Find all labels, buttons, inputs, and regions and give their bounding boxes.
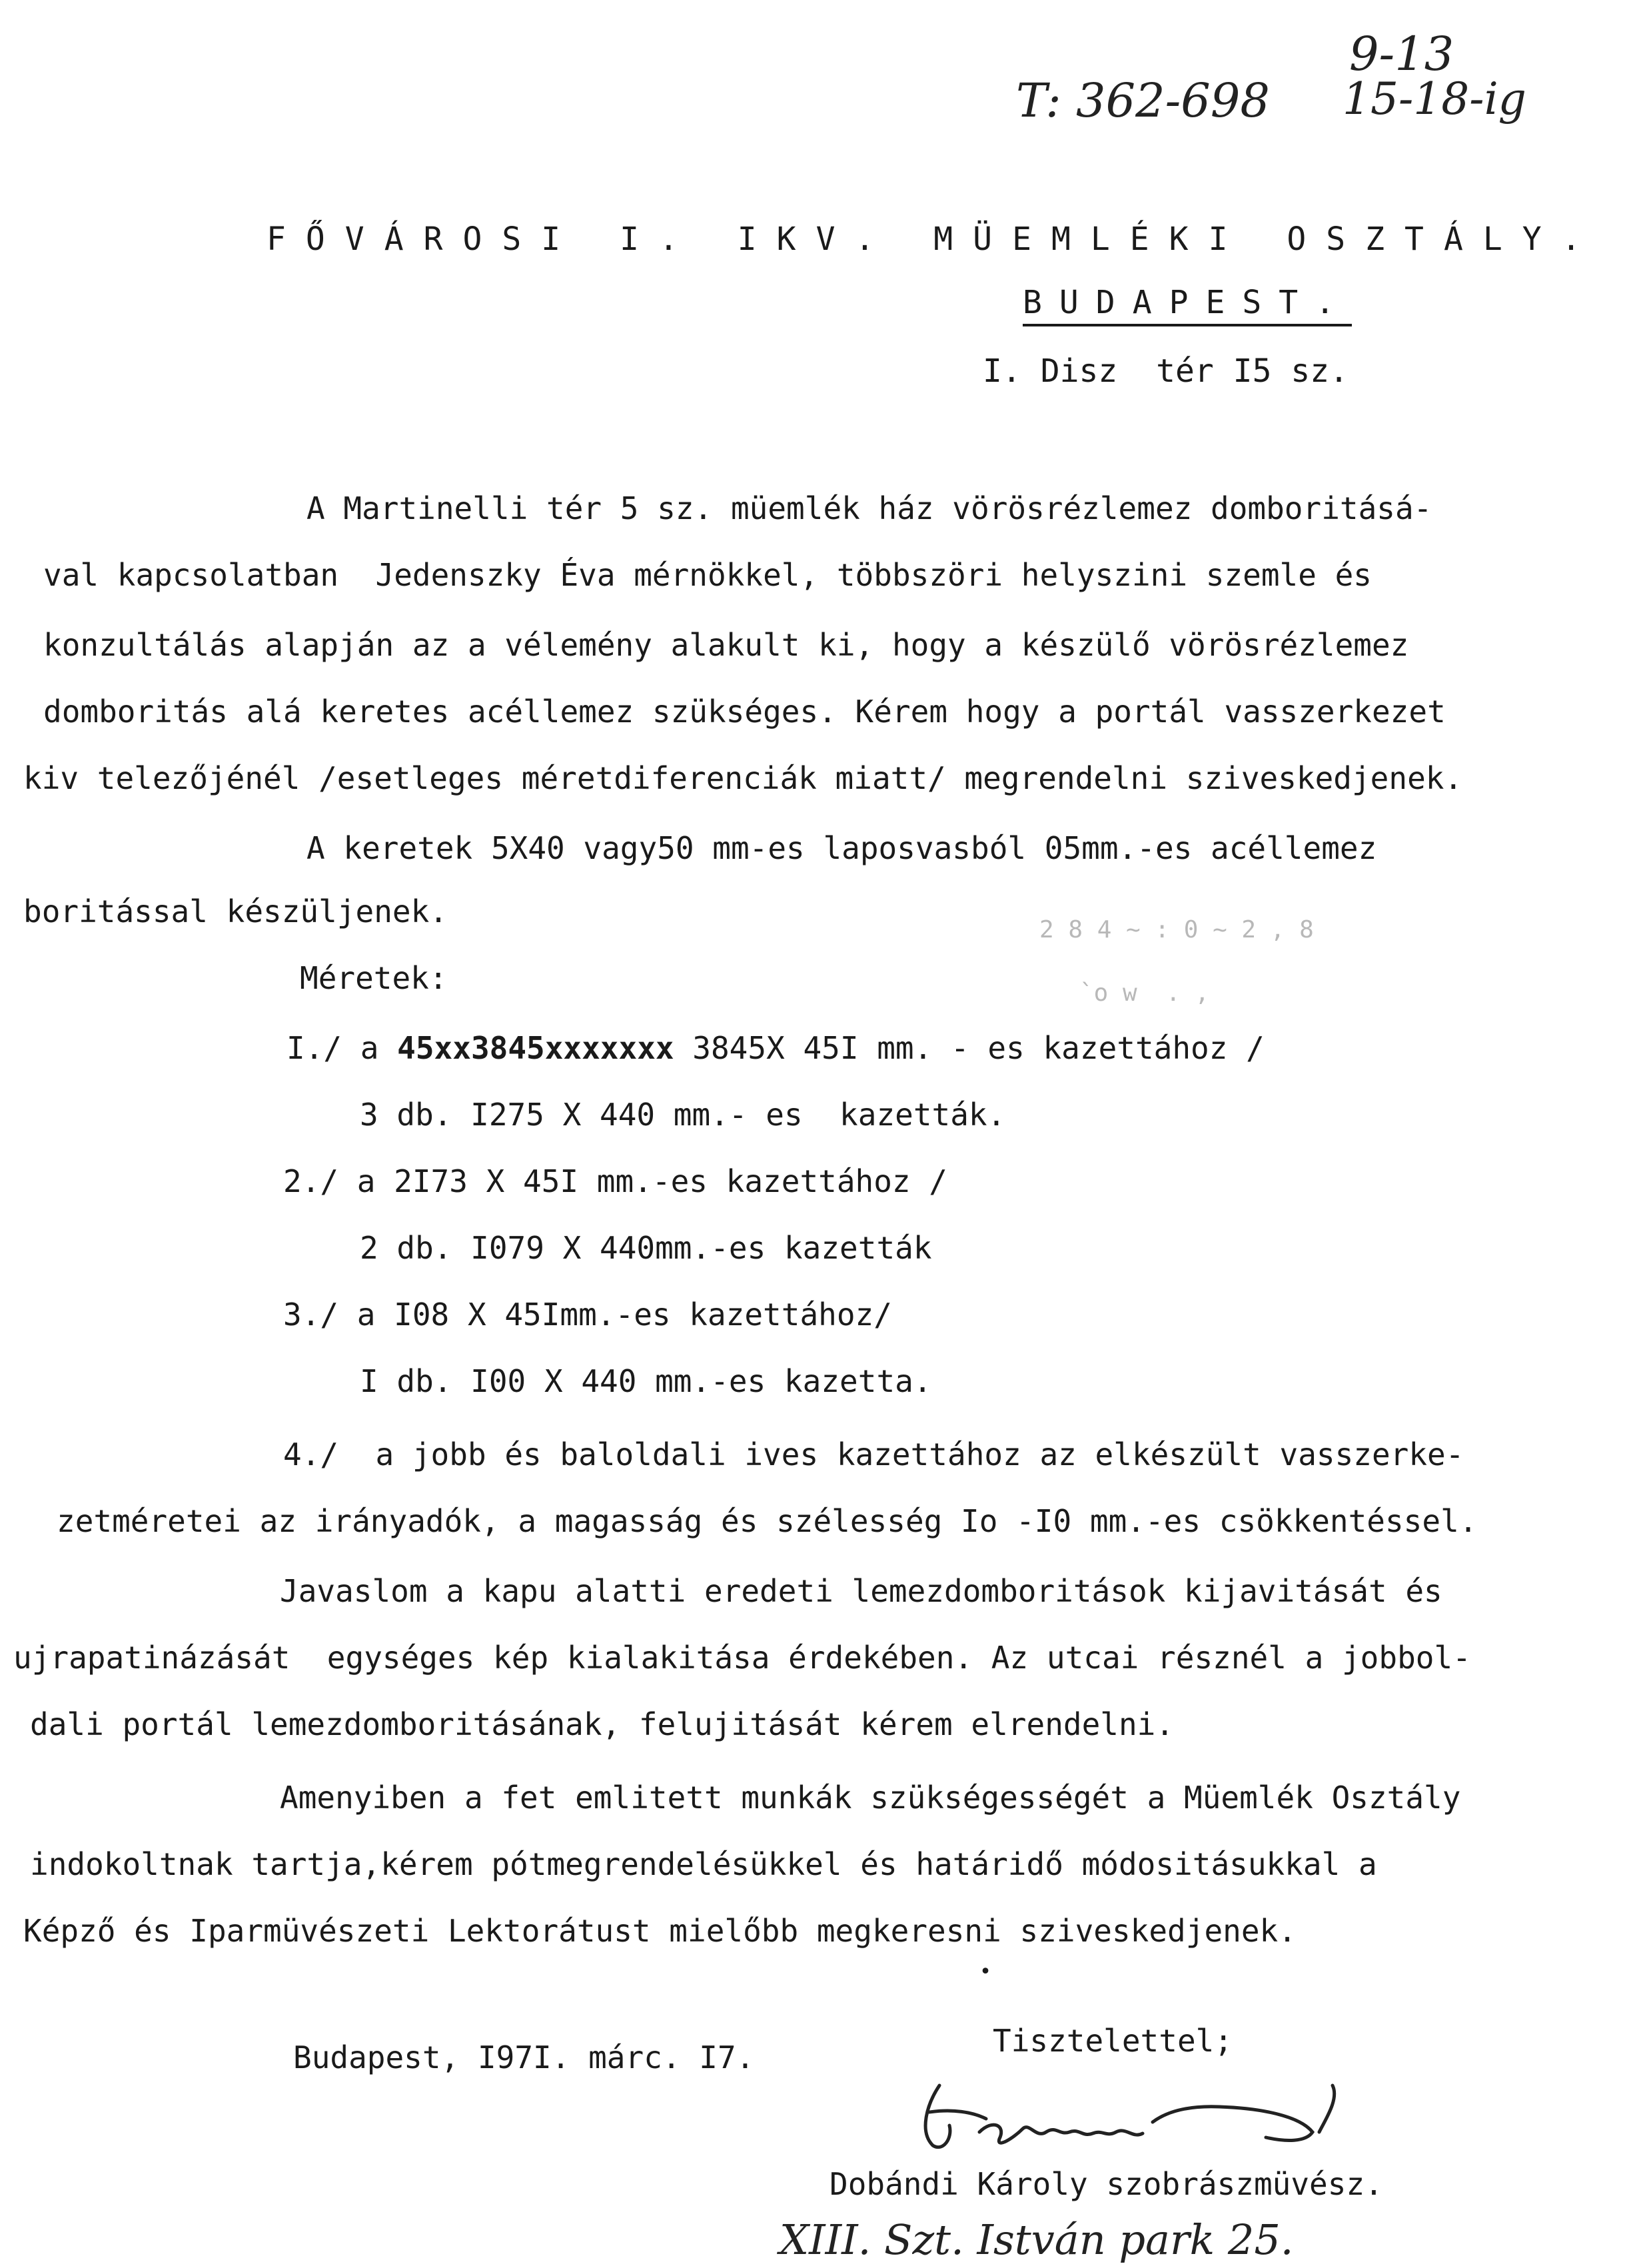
size-item-2-sub: 2 db. I079 X 440mm.-es kazetták <box>360 1230 932 1266</box>
signature <box>913 2059 1392 2165</box>
intro-line-4: domboritás alá keretes acéllemez szükséges. Kérem hogy a portál vasszerkezet <box>43 694 1446 730</box>
size-item-1-sub: 3 db. I275 X 440 mm.- es kazetták. <box>360 1097 1006 1133</box>
size-item-2-num: 2./ a <box>283 1163 394 1199</box>
handwritten-pages-bottom: 15-18-ig <box>1343 73 1526 125</box>
sizes-heading: Méretek: <box>300 960 448 996</box>
office-address: I. Disz tér I5 sz. <box>983 352 1349 390</box>
date-line: Budapest, I97I. márc. I7. <box>293 2039 755 2075</box>
size-item-2 <box>283 1163 948 1199</box>
handwritten-ref-code: T: 362-698 <box>1016 73 1270 128</box>
faint-bleed-mark: `o w . , <box>1079 979 1210 1007</box>
frames-line-1: A keretek 5X40 vagy50 mm-es laposvasból 05mm.-es acéllemez <box>306 830 1377 866</box>
size-item-3-sub: I db. I00 X 440 mm.-es kazetta. <box>360 1363 932 1399</box>
size-item-3-num: 3./ a <box>283 1297 394 1333</box>
size-item-3 <box>283 1297 892 1333</box>
item4-line-2: zetméretei az irányadók, a magasság és szélesség Io -I0 mm.-es csökkentéssel. <box>57 1503 1478 1539</box>
office-heading: FŐVÁROSI I. IKV. MÜEMLÉKI OSZTÁLY. <box>267 221 1601 258</box>
size-item-1 <box>286 1030 1265 1066</box>
size-item-1-struck: 45xx3845xxxxxxx <box>397 1030 674 1066</box>
suggest-line-1: Javaslom a kapu alatti eredeti lemezdomboritások kijavitását és <box>280 1573 1442 1609</box>
intro-line-1: A Martinelli tér 5 sz. müemlék ház vörösrézlemez domboritásá- <box>306 490 1432 526</box>
closing-line-2: indokoltnak tartja,kérem pótmegrendelésükkel és határidő módositásukkal a <box>30 1846 1377 1882</box>
size-item-3-text: I08 X 45Imm.-es kazettához/ <box>394 1297 892 1333</box>
closing-line-1: Amenyiben a fet emlitett munkák szükségességét a Müemlék Osztály <box>280 1780 1461 1816</box>
size-item-2-text: 2I73 X 45I mm.-es kazettához / <box>394 1163 948 1199</box>
suggest-line-3: dali portál lemezdomboritásának, felujitását kérem elrendelni. <box>30 1706 1175 1742</box>
handwritten-pages-top: 9-13 <box>1349 27 1454 81</box>
frames-line-2: boritással készüljenek. <box>23 893 448 929</box>
suggest-line-2: ujrapatinázását egységes kép kialakitása érdekében. Az utcai résznél a jobbol- <box>13 1640 1471 1676</box>
city-heading: BUDAPEST. <box>1023 286 1352 326</box>
dot-mark: • <box>979 1960 992 1984</box>
intro-line-3: konzultálás alapján az a vélemény alakult ki, hogy a készülő vörösrézlemez <box>43 627 1409 663</box>
size-item-1-text: 3845X 45I mm. - es kazettához / <box>674 1030 1265 1066</box>
greeting: Tisztelettel; <box>993 2023 1233 2059</box>
signer-name: Dobándi Károly szobrászmüvész. <box>829 2166 1383 2202</box>
size-item-1-num: I./ a <box>286 1030 398 1066</box>
intro-line-5: kiv telezőjénél /esetleges méretdiferenciák miatt/ megrendelni sziveskedjenek. <box>23 760 1463 796</box>
intro-line-2: val kapcsolatban Jedenszky Éva mérnökkel, többszöri helyszini szemle és <box>43 557 1372 593</box>
faint-bleed-mark: 2 8 4 ~ : 0 ~ 2 , 8 <box>1039 916 1314 943</box>
handwritten-address: XIII. Szt. István park 25. <box>780 2215 1294 2264</box>
closing-line-3: Képző és Iparmüvészeti Lektorátust mielőbb megkeresni sziveskedjenek. <box>23 1913 1297 1949</box>
item4-line-1: 4./ a jobb és baloldali ives kazettához az elkészült vasszerke- <box>283 1436 1464 1472</box>
